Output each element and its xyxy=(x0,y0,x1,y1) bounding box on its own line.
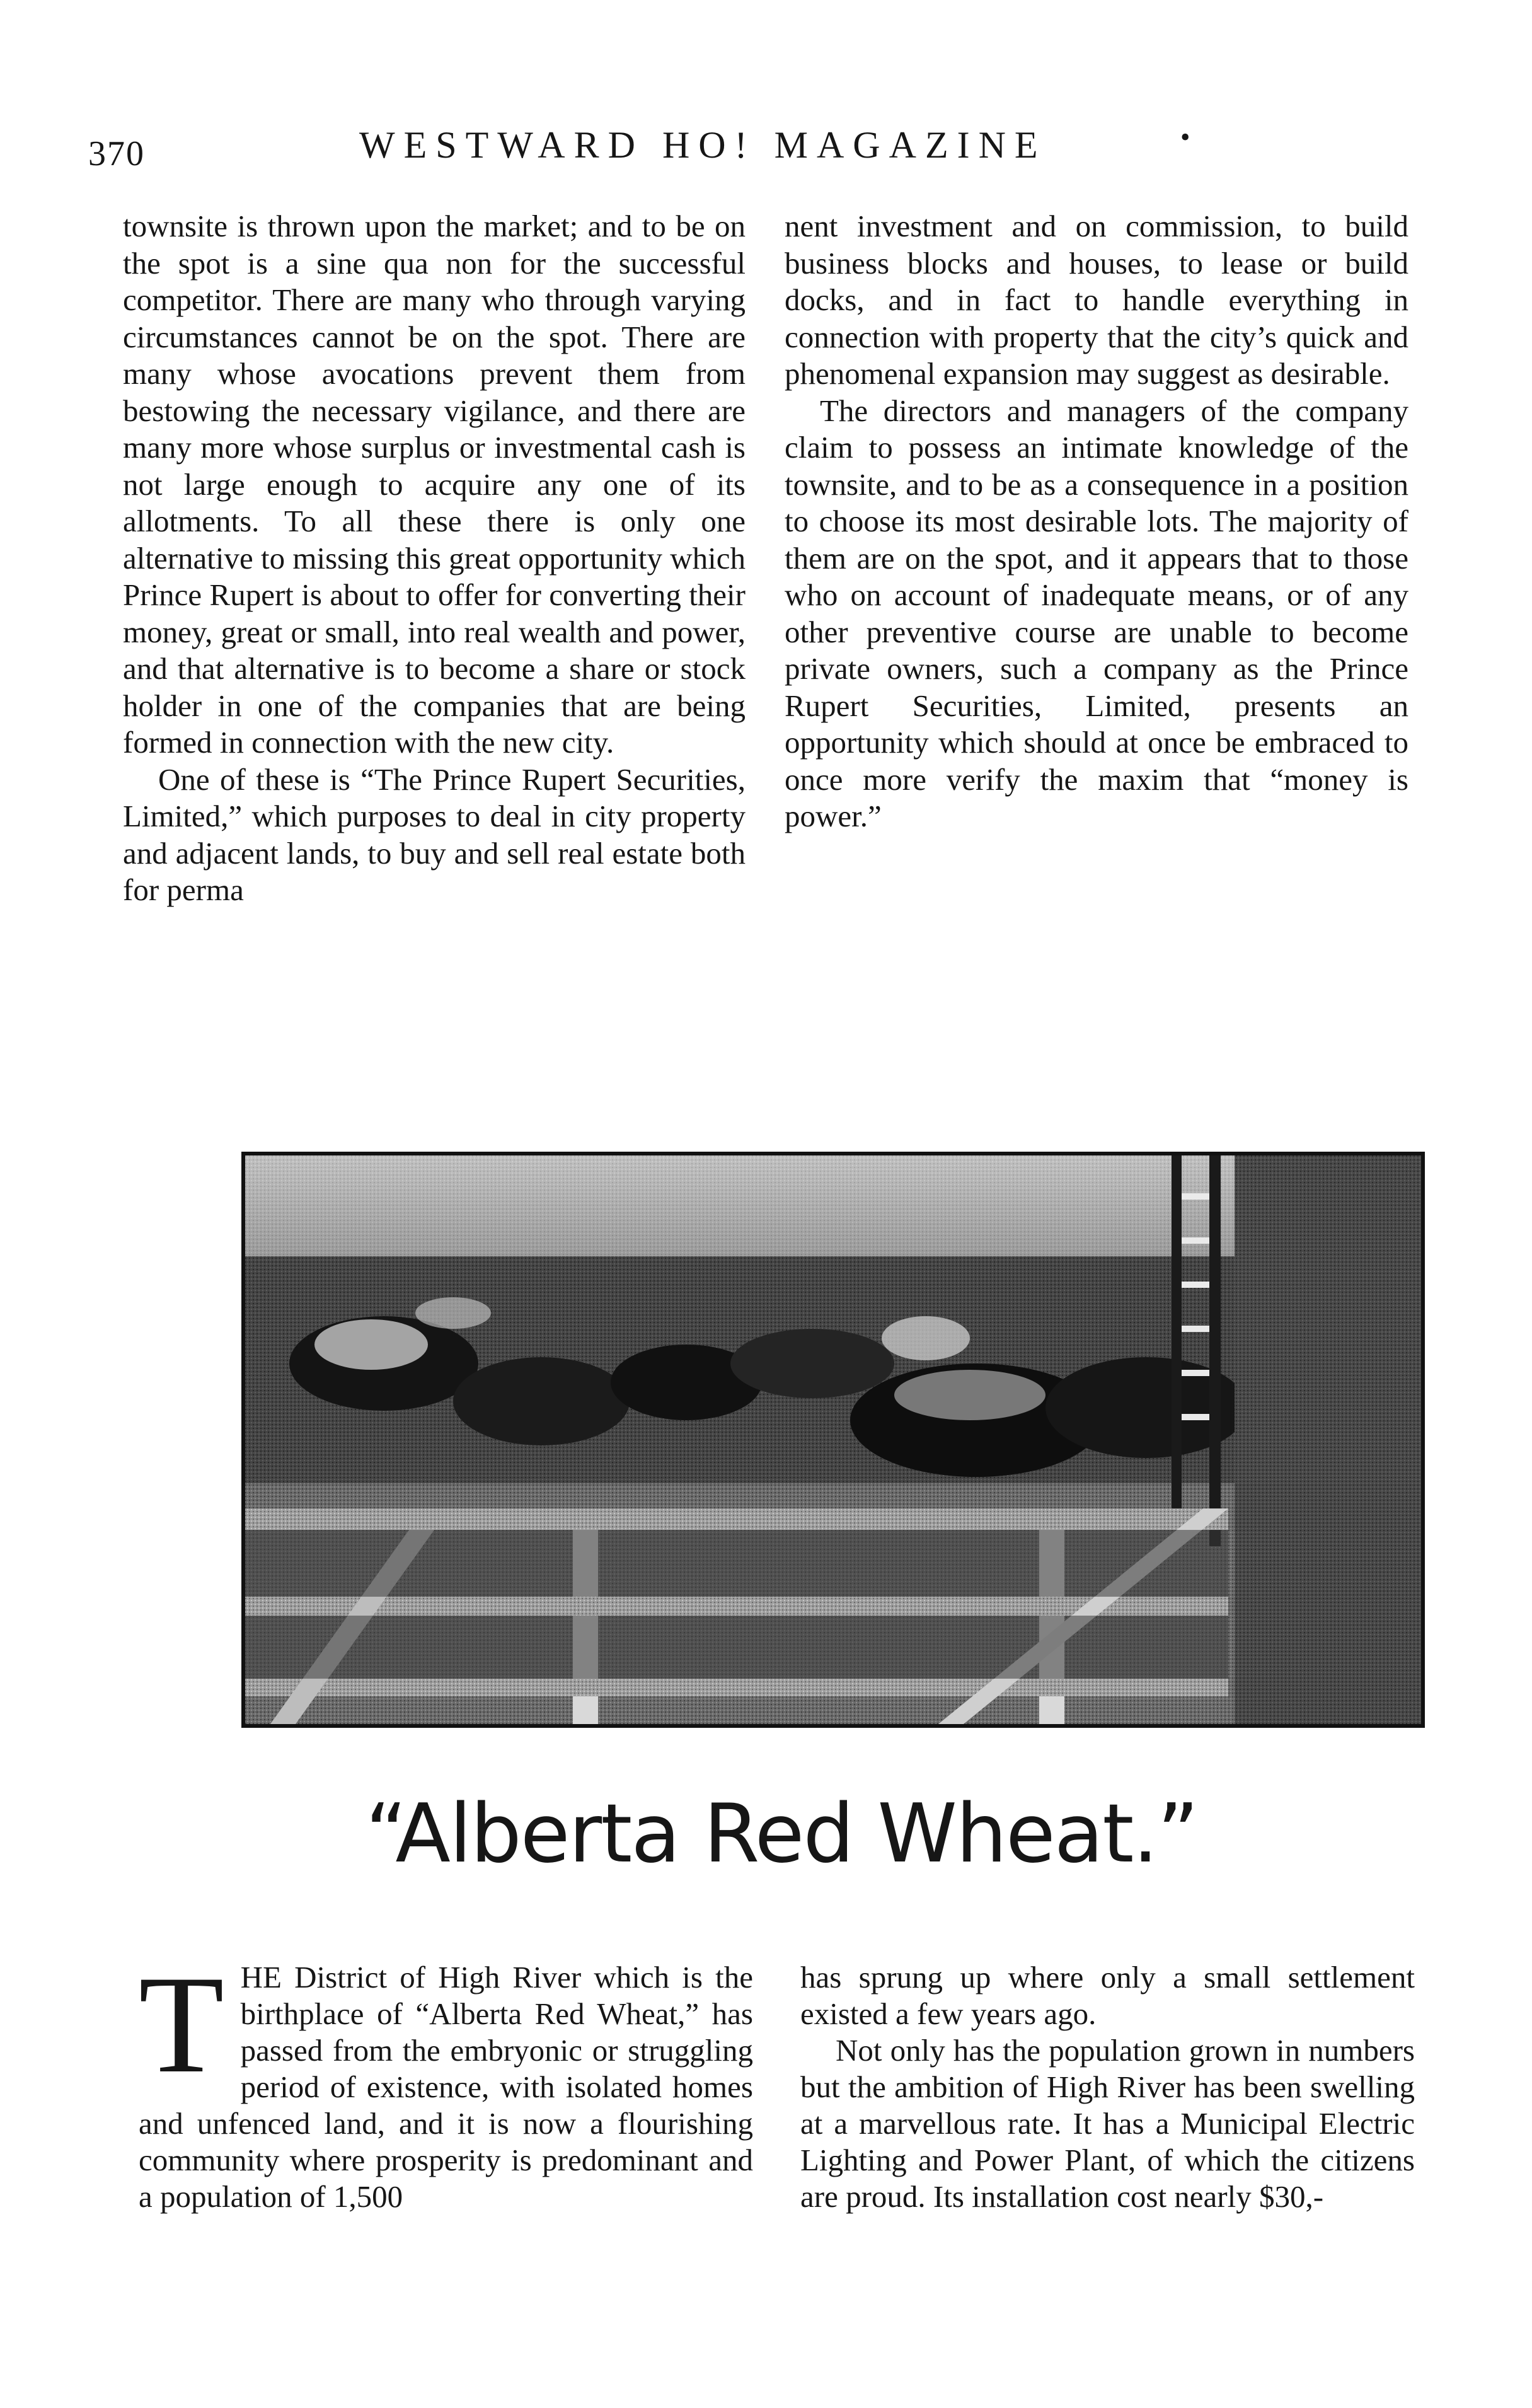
paragraph xyxy=(139,1947,753,2215)
article-right-column xyxy=(800,1959,1415,2215)
paragraph: townsite is thrown upon the market; and to be on the spot is a sine qua non for the successful competitor. There are many who through varying circumstances cannot be on the spot. There are many whose avocations prevent them from bestowing the necessary vigilance, and there are many more whose surplus or investmental cash is not large enough to acquire any one of its allotments. To all these there is only one alternative to missing this great opportunity which Prince Rupert is about to offer for converting their money, great or small, into real wealth and power, and that alternative is to become a share or stock holder in one of the companies that are being formed in connection with the new city. xyxy=(123,209,746,760)
paragraph: The directors and managers of the company claim to possess an intimate knowledge of the townsite, and to be as a consequence in a position to choose its most desirable lots. The majority of them are on the spot, and it appears that to those who on account of inadequate means, or of any other preventive course are unable to become private owners, such a company as the Prince Rupert Securities, Limited, presents an opportunity which should at once be embraced to once more verify the maxim that “money is power.” xyxy=(785,393,1408,833)
cattle-pen-photograph xyxy=(241,1152,1425,1728)
paragraph: Not only has the population grown in numbers but the ambition of High River has been swelling at a marvellous rate. It has a Municipal Electric Lighting and Power Plant, of which the citizens are proud. Its installation cost nearly $30,- xyxy=(800,2033,1415,2214)
top-article-right-column xyxy=(785,208,1408,835)
header-ornament: • xyxy=(1180,122,1190,153)
paragraph: nent investment and on commission, to build business blocks and houses, to lease or build docks, and in fact to handle everything in connection with property that the city’s quick and phenomenal expansion may suggest as desirable. xyxy=(785,209,1408,391)
page-number: 370 xyxy=(88,134,145,173)
paragraph: One of these is “The Prince Rupert Securities, Limited,” which purposes to deal in city property and adjacent lands, to buy and sell real estate both for perma xyxy=(123,761,746,907)
paragraph: has sprung up where only a small settlement existed a few years ago. xyxy=(800,1960,1415,2031)
article-left-column xyxy=(139,1947,753,2215)
paragraph-text: HE District of High River which is the birthplace of “Alberta Red Wheat,” has passed from the embryonic or struggling period of existence, with isolated homes and unfenced land, and it is now a flourishing community where prosperity is predominant and a population of 1,500 xyxy=(139,1960,753,2214)
running-head: WESTWARD HO! MAGAZINE xyxy=(359,124,1047,166)
top-article-left-column xyxy=(123,208,746,909)
photo-artwork xyxy=(245,1155,1421,1724)
article-title: “Alberta Red Wheat.” xyxy=(365,1787,1198,1881)
drop-cap: T xyxy=(139,1947,224,2102)
